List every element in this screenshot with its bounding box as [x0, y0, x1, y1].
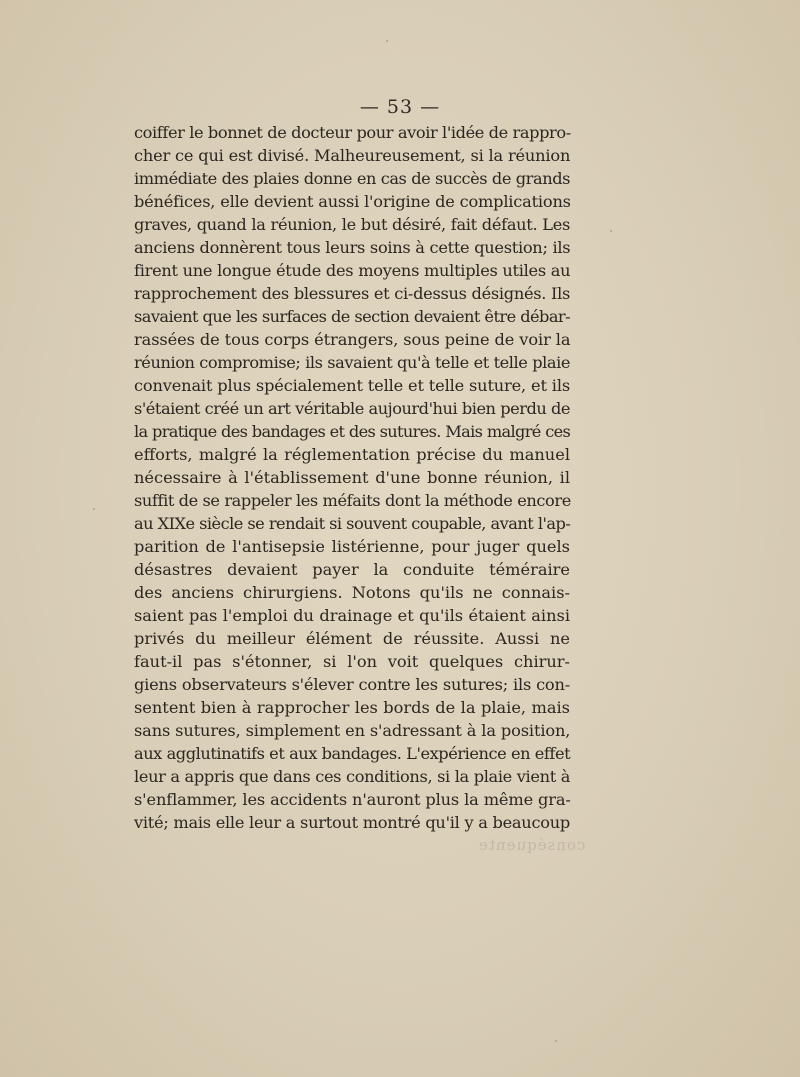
- page-number: — 53 —: [359, 96, 441, 118]
- text-line: des anciens chirurgiens. Notons qu'ils ne connais-: [134, 583, 570, 602]
- text-line: efforts, malgré la réglementation précise du manuel: [134, 445, 570, 464]
- text-line: nécessaire à l'établissement d'une bonne réunion, il: [134, 468, 570, 487]
- text-line: cher ce qui est divisé. Malheureusement, si la réunion: [134, 146, 571, 165]
- text-line: la pratique des bandages et des sutures. Mais malgré ces: [134, 422, 571, 441]
- text-line: convenait plus spécialement telle et telle suture, et ils: [134, 376, 570, 395]
- text-line: graves, quand la réunion, le but désiré, fait défaut. Les: [134, 215, 570, 234]
- text-line: parition de l'antisepsie listérienne, pour juger quels: [134, 537, 570, 556]
- text-line: leur a appris que dans ces conditions, si la plaie vient à: [134, 767, 570, 786]
- text-line: vité; mais elle leur a surtout montré qu'il y a beaucoup: [134, 813, 570, 832]
- text-line: rapprochement des blessures et ci-dessus désignés. Ils: [134, 284, 570, 303]
- text-line: saient pas l'emploi du drainage et qu'ils étaient ainsi: [134, 606, 570, 625]
- text-line: aux agglutinatifs et aux bandages. L'expérience en effet: [134, 744, 571, 763]
- bleed-through-text: conséquente: [478, 836, 586, 854]
- text-line: faut-il pas s'étonner, si l'on voit quelques chirur-: [134, 652, 570, 671]
- text-line: anciens donnèrent tous leurs soins à cette question; ils: [134, 238, 571, 257]
- text-line: bénéfices, elle devient aussi l'origine de complications: [134, 192, 571, 211]
- text-line: coiffer le bonnet de docteur pour avoir l'idée de rappro-: [134, 123, 571, 142]
- text-line: suffit de se rappeler les méfaits dont la méthode encore: [134, 491, 571, 510]
- text-line: immédiate des plaies donne en cas de succès de grands: [134, 169, 570, 188]
- body-text: [134, 121, 570, 834]
- paper-speck: [386, 40, 388, 42]
- text-line: rassées de tous corps étrangers, sous peine de voir la: [134, 330, 571, 349]
- text-line: sentent bien à rapprocher les bords de la plaie, mais: [134, 698, 570, 717]
- text-line: au XIXe siècle se rendait si souvent coupable, avant l'ap-: [134, 514, 571, 533]
- text-line: sans sutures, simplement en s'adressant à la position,: [134, 721, 571, 740]
- text-line: firent une longue étude des moyens multiples utiles au: [134, 261, 571, 280]
- text-line: s'étaient créé un art véritable aujourd'hui bien perdu de: [134, 399, 570, 418]
- text-line: privés du meilleur élément de réussite. Aussi ne: [134, 629, 570, 648]
- text-line: savaient que les surfaces de section devaient être débar-: [134, 307, 570, 326]
- text-line: giens observateurs s'élever contre les sutures; ils con-: [134, 675, 570, 694]
- paper-speck: [555, 1040, 557, 1042]
- paper-speck: [610, 230, 612, 232]
- text-line: désastres devaient payer la conduite téméraire: [134, 560, 570, 579]
- text-line: réunion compromise; ils savaient qu'à telle et telle plaie: [134, 353, 570, 372]
- text-line: s'enflammer, les accidents n'auront plus la même gra-: [134, 790, 571, 809]
- paper-speck: [93, 508, 95, 510]
